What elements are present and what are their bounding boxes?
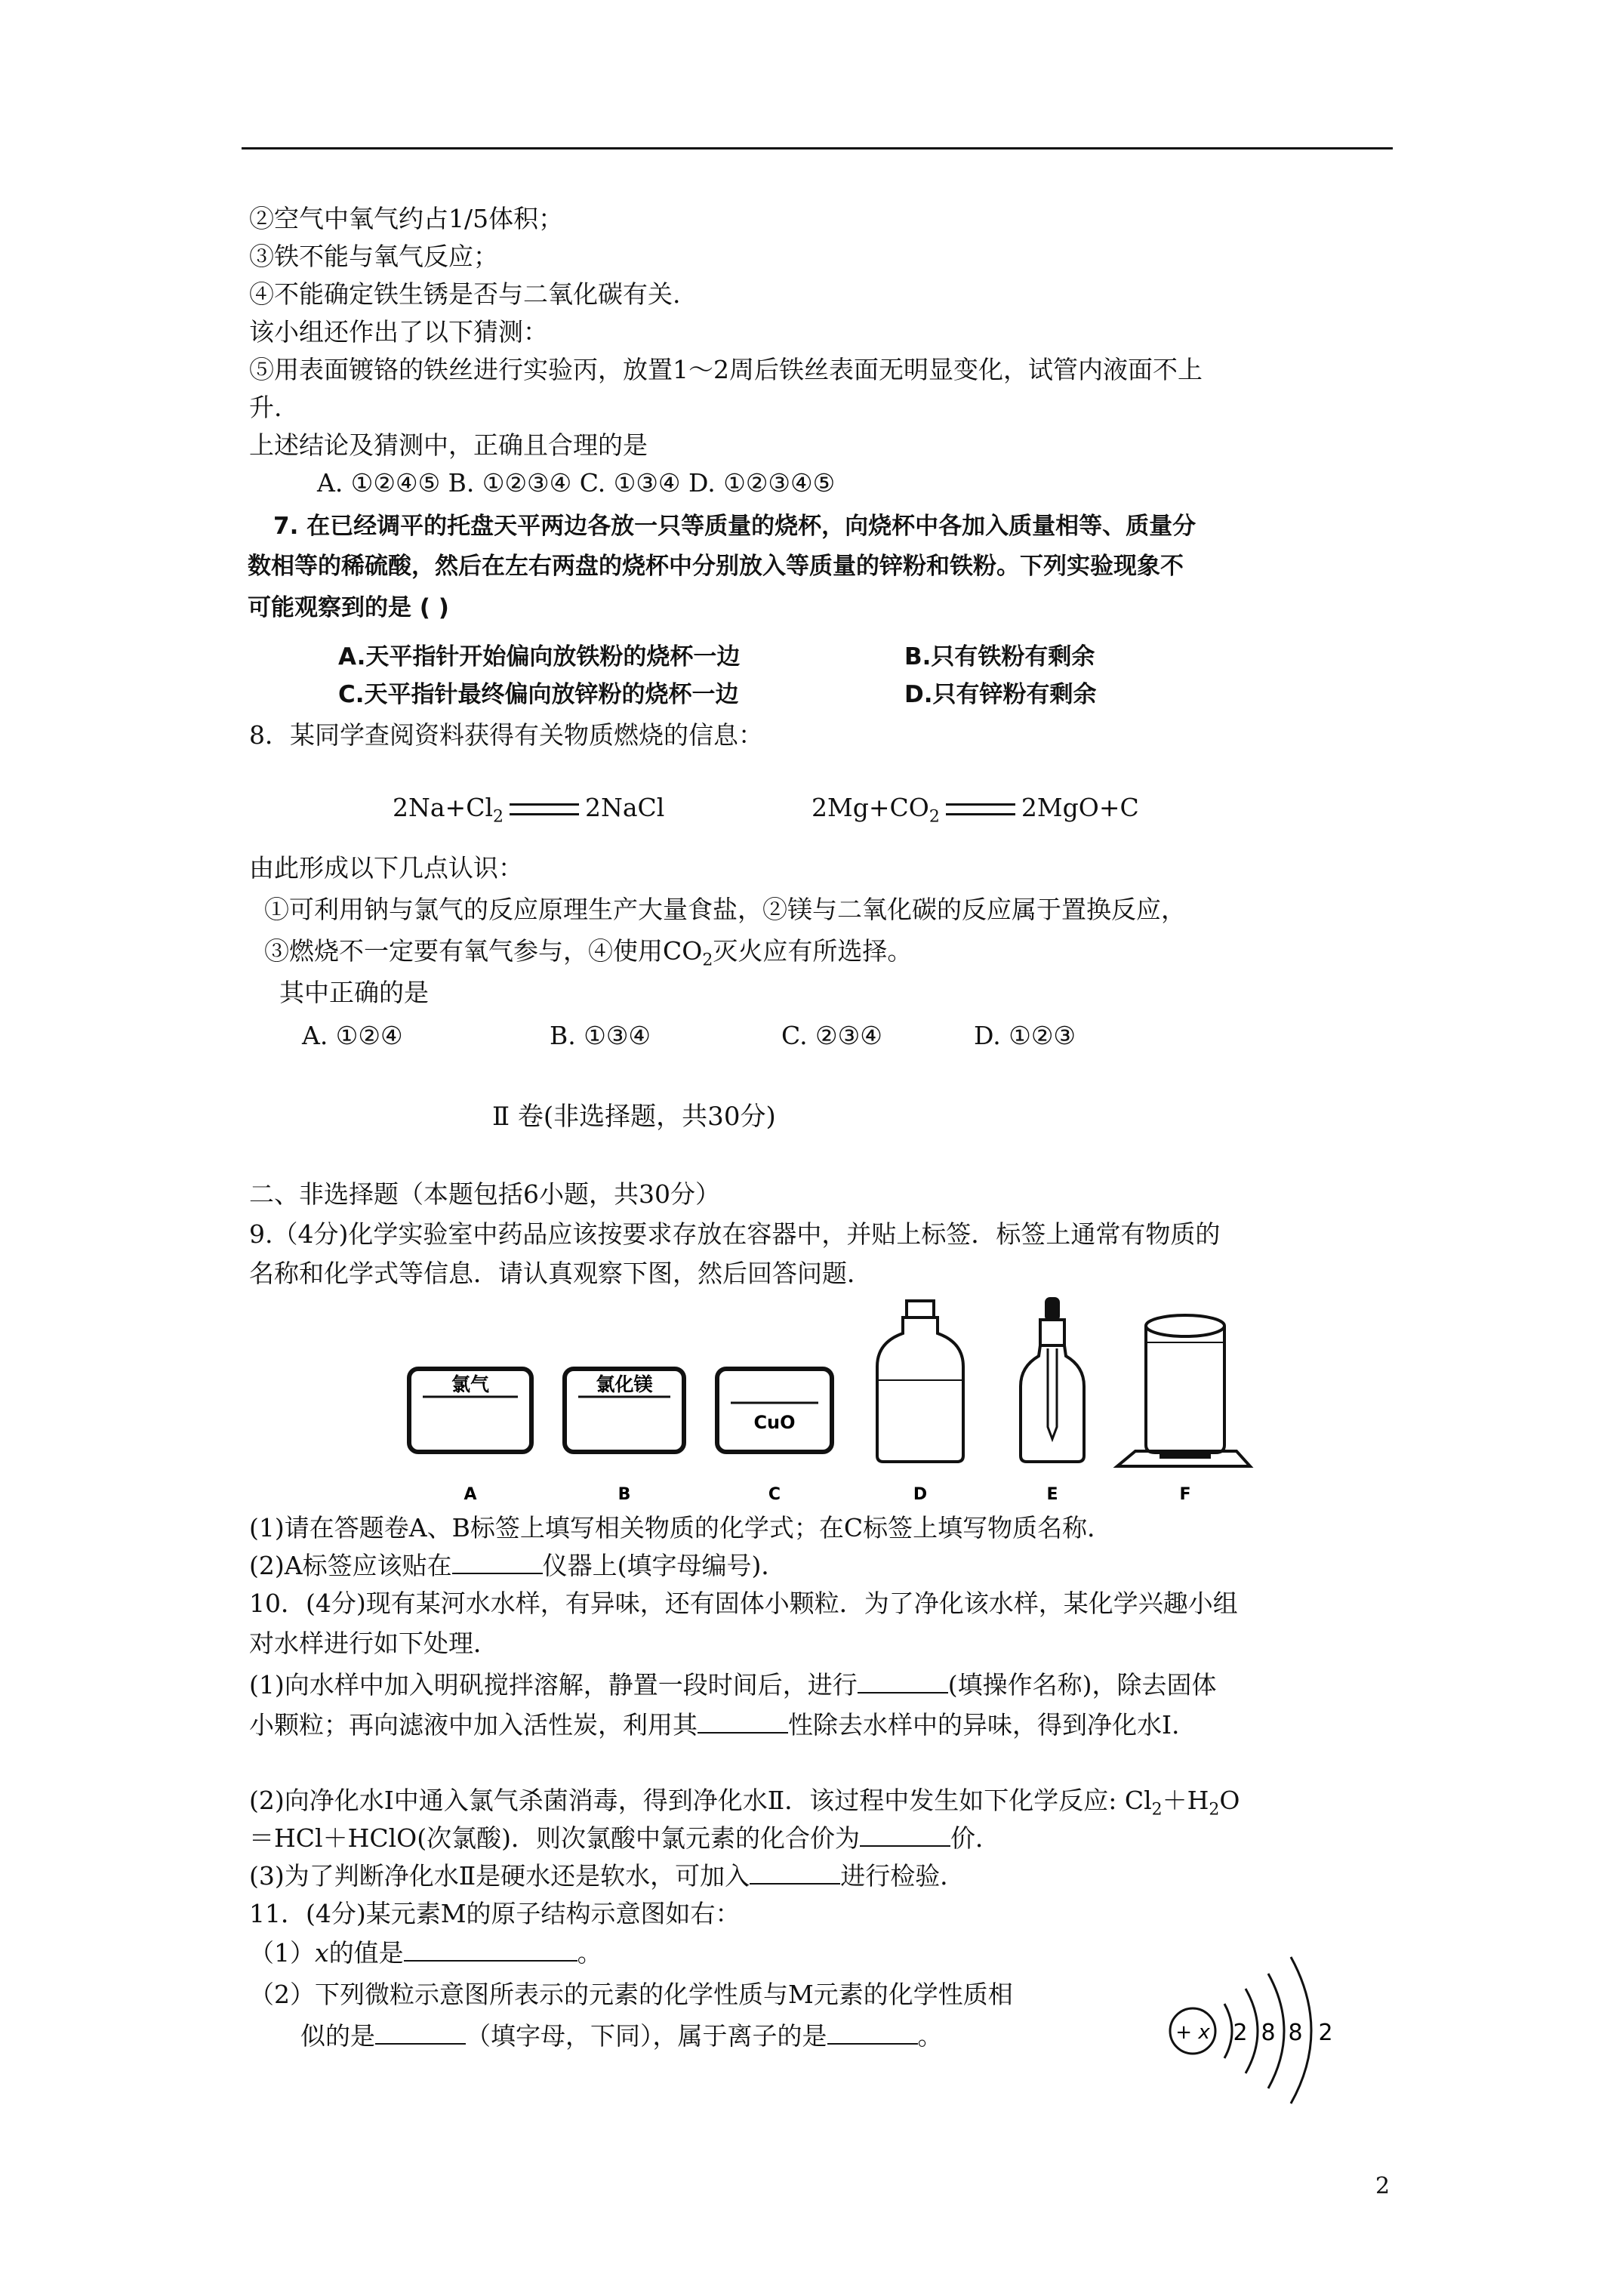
caption-d: D: [913, 1485, 928, 1504]
q8-option-d: D. ①②③: [974, 1021, 1076, 1050]
q7-option-d: D.只有锌粉有剩余: [904, 681, 1097, 708]
section-heading: Ⅱ 卷(非选择题，共30分): [492, 1102, 776, 1132]
label-c-text: CuO: [753, 1412, 796, 1433]
guess-5-line1: ⑤用表面镀铬的铁丝进行实验丙，放置1～2周后铁丝表面无明显变化，试管内液面不上: [249, 355, 1203, 384]
equals-sign: [510, 803, 579, 815]
q9-sub2: (2)A标签应该贴在 仪器上(填字母编号)．: [249, 1551, 787, 1580]
shell-4-electrons: 2: [1318, 2020, 1333, 2046]
answer-blank[interactable]: [827, 2020, 918, 2045]
caption-a: A: [463, 1485, 477, 1504]
caption-b: B: [617, 1485, 631, 1504]
q10-line2: 对水样进行如下处理．: [249, 1629, 498, 1658]
q7-line1: 7. 在已经调平的托盘天平两边各放一只等质量的烧杯，向烧杯中各加入质量相等、质量分: [273, 513, 1196, 540]
q6-options: A. ①②④⑤ B. ①②③④ C. ①③④ D. ①②③④⑤: [317, 468, 836, 498]
lab-apparatus-figure: [393, 1297, 1283, 1515]
q7-option-c: C.天平指针最终偏向放锌粉的烧杯一边: [338, 681, 739, 708]
q10-sub1-line2: 小颗粒；再向滤液中加入活性炭，利用其 性除去水样中的异味，得到净化水Ⅰ.: [249, 1710, 1180, 1740]
label-b-text: 氯化镁: [596, 1373, 653, 1395]
q8-point-3-4: ③燃烧不一定要有氧气参与，④使用$CO_2$灭火应有所选择。: [264, 936, 913, 970]
q10-sub2-line1: (2)向净化水Ⅰ中通入氯气杀菌消毒，得到净化水Ⅱ．该过程中发生如下化学反应: $Cl_2+H_2O$: [249, 1786, 1240, 1820]
label-c: [717, 1369, 832, 1452]
guess-5-line2: 升.: [249, 393, 282, 422]
q10-sub1-line1: (1)向水样中加入明矾搅拌溶解，静置一段时间后，进行 (填操作名称)，除去固体: [249, 1670, 1217, 1700]
answer-blank[interactable]: [404, 1937, 577, 1962]
q8-point-1-2: ①可利用钠与氯气的反应原理生产大量食盐，②镁与二氧化碳的反应属于置换反应，: [264, 895, 1186, 924]
answer-blank[interactable]: [698, 1709, 788, 1734]
atomic-structure-diagram: [1163, 1942, 1374, 2111]
q7-option-a: A.天平指针开始偏向放铁粉的烧杯一边: [338, 643, 741, 670]
conclusion-3: ③铁不能与氧气反应；: [249, 242, 498, 271]
q11-line1: 11．(4分)某元素M的原子结构示意图如右：: [249, 1899, 741, 1928]
dropper-bottle-icon: [1021, 1297, 1084, 1462]
q6-prompt: 上述结论及猜测中，正确且合理的是: [249, 430, 648, 460]
conclusion-2: ②空气中氧气约占1/5体积；: [249, 204, 564, 233]
q8-which: 其中正确的是: [279, 978, 429, 1007]
equation-1: $2Na+Cl_2$ 2NaCl: [393, 793, 665, 827]
q11-sub2-line2: 似的是 （填字母，下同），属于离子的是 。: [300, 2021, 943, 2051]
answer-blank[interactable]: [452, 1550, 543, 1574]
shell-1-electrons: 2: [1233, 2020, 1248, 2046]
equation-2: $2Mg+CO_2$ 2MgO+C: [812, 793, 1139, 827]
page-number: 2: [1375, 2173, 1390, 2199]
q9-line2: 名称和化学式等信息．请认真观察下图，然后回答问题．: [249, 1259, 872, 1288]
caption-e: E: [1046, 1485, 1058, 1504]
q10-line1: 10．(4分)现有某河水水样，有异味，还有固体小颗粒．为了净化该水样，某化学兴趣小组: [249, 1589, 1238, 1618]
q8-option-c: C. ②③④: [781, 1021, 882, 1050]
equals-sign: [946, 803, 1015, 815]
q9-sub1: (1)请在答题卷A、B标签上填写相关物质的化学式；在C标签上填写物质名称．: [249, 1513, 1113, 1542]
label-a: [409, 1369, 531, 1452]
section-subheading: 二、非选择题（本题包括6小题，共30分）: [249, 1179, 720, 1209]
q9-line1: 9.（4分)化学实验室中药品应该按要求存放在容器中，并贴上标签．标签上通常有物质的: [249, 1219, 1221, 1249]
caption-f: F: [1179, 1485, 1191, 1504]
q10-sub2-line2: ＝HCl＋HClO(次氯酸)．则次氯酸中氯元素的化合价为 价．: [249, 1823, 1000, 1853]
label-a-text: 氯气: [451, 1373, 490, 1395]
label-b: [565, 1369, 684, 1452]
guess-intro: 该小组还作出了以下猜测：: [249, 317, 548, 347]
header-rule: [242, 147, 1393, 149]
q11-sub2-line1: （2）下列微粒示意图所表示的元素的化学性质与M元素的化学性质相: [249, 1980, 1013, 2009]
gas-jar-icon: [1117, 1315, 1250, 1466]
q8-option-a: A. ①②④: [302, 1021, 403, 1050]
shell-3-electrons: 8: [1288, 2020, 1303, 2046]
q8-intro: 8．某同学查阅资料获得有关物质燃烧的信息：: [249, 720, 763, 750]
q7-option-b: B.只有铁粉有剩余: [904, 643, 1095, 670]
shell-2-electrons: 8: [1261, 2020, 1276, 2046]
q8-option-b: B. ①③④: [550, 1021, 651, 1050]
answer-blank[interactable]: [860, 1823, 950, 1847]
answer-blank[interactable]: [750, 1860, 840, 1885]
answer-blank[interactable]: [375, 2020, 466, 2045]
narrow-mouth-bottle-icon: [877, 1301, 963, 1462]
q11-sub1: （1）x的值是 。: [249, 1938, 602, 1968]
conclusion-4: ④不能确定铁生锈是否与二氧化碳有关.: [249, 279, 681, 309]
q7-line3: 可能观察到的是 ( ): [248, 594, 449, 621]
nucleus-charge: + x: [1175, 2021, 1210, 2044]
q8-form: 由此形成以下几点认识：: [249, 853, 523, 883]
answer-blank[interactable]: [858, 1669, 948, 1693]
q7-line2: 数相等的稀硫酸，然后在左右两盘的烧杯中分别放入等质量的锌粉和铁粉。下列实验现象不: [248, 553, 1184, 580]
q10-sub3: (3)为了判断净化水Ⅱ是硬水还是软水，可加入 进行检验．: [249, 1861, 965, 1891]
caption-c: C: [768, 1485, 781, 1504]
